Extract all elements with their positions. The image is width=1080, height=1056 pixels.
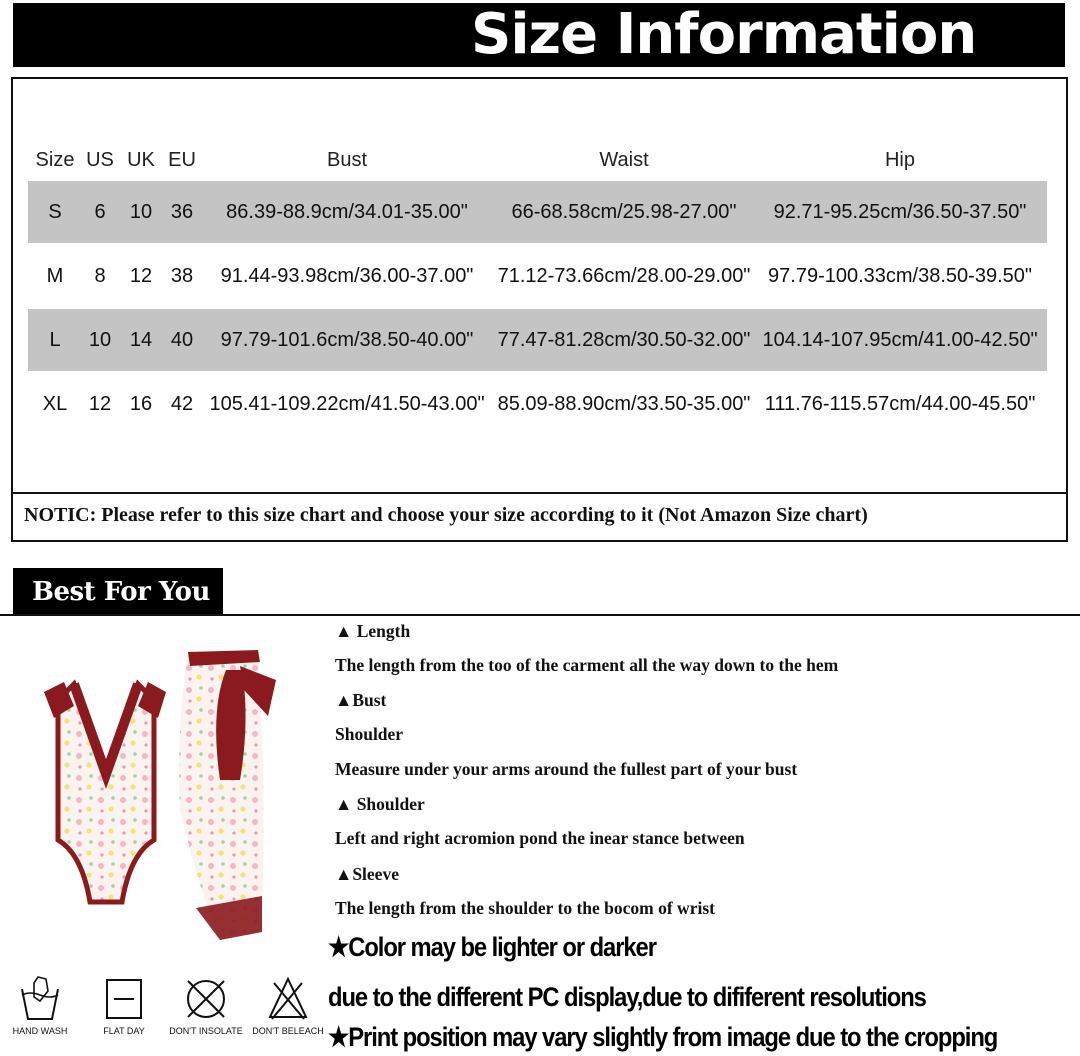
cell-uk: 12 bbox=[129, 265, 153, 287]
cell-size: XL bbox=[42, 393, 68, 415]
size-notice: NOTIC: Please refer to this size chart and choose your size according to it (Not Amazon Size chart) bbox=[24, 504, 868, 526]
length-description: The length from the too of the carment all the way down to the hem bbox=[335, 655, 839, 675]
title-banner bbox=[13, 3, 1065, 67]
color-note: ★Color may be lighter or darker bbox=[328, 932, 656, 962]
care-do-not-bleach bbox=[248, 975, 328, 1036]
shoulder-heading: ▲ Shoulder bbox=[335, 794, 425, 814]
cell-hip: 92.71-95.25cm/36.50-37.50" bbox=[773, 201, 1027, 223]
cell-uk: 14 bbox=[129, 329, 153, 351]
best-for-you-tab bbox=[13, 568, 223, 616]
sleeve-description: The length from the shoulder to the bocom of wrist bbox=[335, 898, 715, 918]
care-label: DON'T BELEACH bbox=[252, 1026, 324, 1036]
column-header-hip: Hip bbox=[884, 149, 916, 171]
shoulder-description: Left and right acromion pond the inear stance between bbox=[335, 828, 745, 848]
care-label: HAND WASH bbox=[12, 1026, 68, 1036]
cell-bust: 91.44-93.98cm/36.00-37.00" bbox=[220, 265, 474, 287]
cell-bust: 105.41-109.22cm/41.50-43.00" bbox=[209, 393, 485, 415]
cell-us: 12 bbox=[88, 393, 112, 415]
hand-wash-icon bbox=[18, 975, 62, 1023]
cell-hip: 97.79-100.33cm/38.50-39.50" bbox=[768, 265, 1032, 287]
column-header-uk: UK bbox=[127, 149, 155, 171]
do-not-bleach-icon bbox=[266, 975, 310, 1023]
cell-us: 8 bbox=[94, 265, 106, 287]
swimsuit-product-image bbox=[30, 640, 300, 940]
notice-divider bbox=[13, 492, 1066, 494]
cell-waist: 77.47-81.28cm/30.50-32.00" bbox=[497, 329, 751, 351]
bust-heading: ▲Bust bbox=[335, 690, 387, 710]
cell-waist: 71.12-73.66cm/28.00-29.00" bbox=[497, 265, 751, 287]
page-title: Size Information bbox=[471, 2, 977, 67]
care-label: DON'T INSOLATE bbox=[169, 1026, 243, 1036]
shoulder-label: Shoulder bbox=[335, 724, 404, 744]
care-flat-dry bbox=[84, 975, 164, 1036]
cell-eu: 42 bbox=[170, 393, 194, 415]
cell-hip: 111.76-115.57cm/44.00-45.50" bbox=[764, 393, 1036, 415]
cell-bust: 86.39-88.9cm/34.01-35.00" bbox=[226, 201, 468, 223]
flat-dry-icon bbox=[102, 975, 146, 1023]
column-header-bust: Bust bbox=[326, 149, 368, 171]
table-row bbox=[28, 181, 1047, 243]
sleeve-heading: ▲Sleeve bbox=[335, 864, 399, 884]
bust-description: Measure under your arms around the fullest part of your bust bbox=[335, 759, 798, 779]
do-not-insolate-icon bbox=[182, 975, 230, 1023]
care-do-not-insolate bbox=[166, 975, 246, 1036]
cell-bust: 97.79-101.6cm/38.50-40.00" bbox=[220, 329, 474, 351]
column-header-us: US bbox=[86, 149, 114, 171]
cell-size: L bbox=[49, 329, 61, 351]
care-label: FLAT DAY bbox=[103, 1026, 145, 1036]
cell-size: M bbox=[46, 265, 64, 287]
column-header-size: Size bbox=[35, 149, 75, 171]
column-header-waist: Waist bbox=[599, 149, 649, 171]
cell-waist: 66-68.58cm/25.98-27.00" bbox=[511, 201, 737, 223]
cell-eu: 40 bbox=[170, 329, 194, 351]
cell-us: 10 bbox=[88, 329, 112, 351]
size-table bbox=[11, 77, 1068, 542]
cell-us: 6 bbox=[94, 201, 106, 223]
cell-waist: 85.09-88.90cm/33.50-35.00" bbox=[497, 393, 751, 415]
cell-uk: 10 bbox=[129, 201, 153, 223]
section-divider bbox=[0, 614, 1080, 616]
print-position-note: ★Print position may vary slightly from image due to the cropping bbox=[328, 1022, 998, 1052]
cell-eu: 38 bbox=[170, 265, 194, 287]
column-header-eu: EU bbox=[168, 149, 196, 171]
cell-hip: 104.14-107.95cm/41.00-42.50" bbox=[762, 329, 1038, 351]
cell-eu: 36 bbox=[170, 201, 194, 223]
display-note: due to the different PC display,due to dififerent resolutions bbox=[328, 982, 926, 1012]
table-row bbox=[28, 245, 1047, 307]
best-for-you-title: Best For You bbox=[32, 577, 210, 607]
length-heading: ▲ Length bbox=[335, 621, 411, 641]
table-row bbox=[28, 373, 1047, 435]
cell-uk: 16 bbox=[129, 393, 153, 415]
cell-size: S bbox=[48, 201, 62, 223]
table-row bbox=[28, 309, 1047, 371]
care-hand-wash bbox=[0, 975, 80, 1036]
